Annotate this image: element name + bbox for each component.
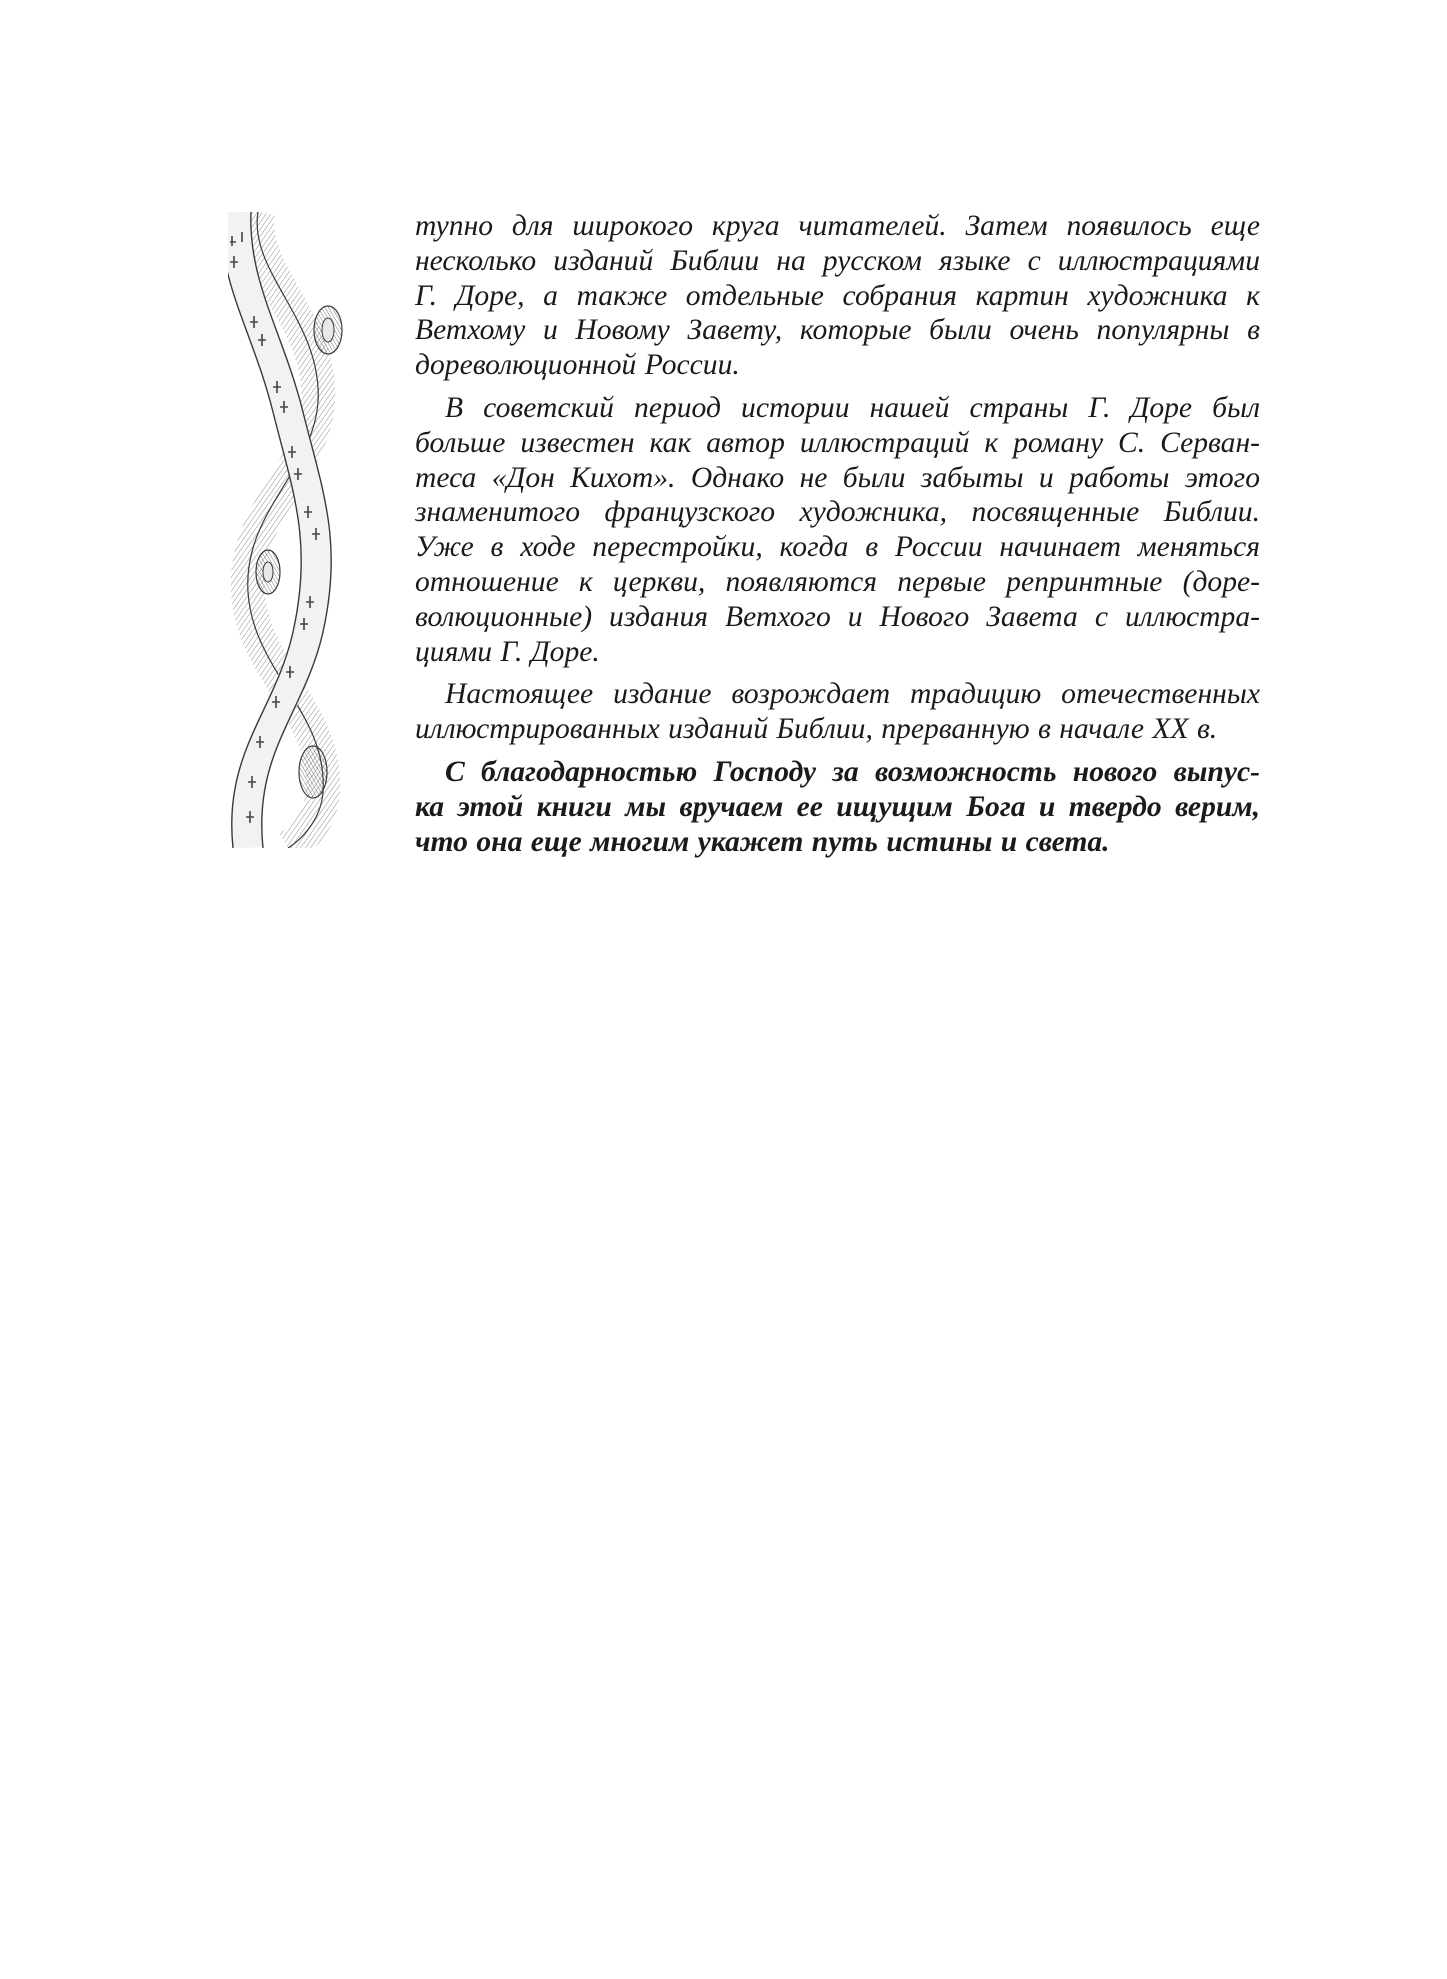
paragraph-3 bbox=[415, 677, 1260, 747]
text-line: иллюстрированных изданий Библии, прерванную в начале XX в. bbox=[415, 713, 1218, 746]
body-text bbox=[415, 209, 1260, 867]
text-line: С благодарностью Господу за возможность нового выпус- bbox=[445, 755, 1260, 788]
paragraph-2 bbox=[415, 391, 1260, 669]
text-line: знаменитого французского художника, посвященные Библии. bbox=[415, 496, 1260, 529]
text-line: отношение к церкви, появляются первые репринтные (доре- bbox=[415, 565, 1260, 598]
text-line: больше известен как автор иллюстраций к роману С. Серван- bbox=[415, 426, 1260, 459]
text-line: Уже в ходе перестройки, когда в России начинает меняться bbox=[415, 531, 1260, 564]
text-line: что она еще многим укажет путь истины и света. bbox=[415, 825, 1110, 858]
text-line: Ветхому и Новому Завету, которые были очень популярны в bbox=[415, 314, 1260, 347]
paragraph-4-closing bbox=[415, 755, 1260, 859]
paragraph-1 bbox=[415, 209, 1260, 383]
text-line: тупно для широкого круга читателей. Затем появилось еще bbox=[415, 210, 1260, 242]
text-line: дореволюционной России. bbox=[415, 349, 740, 382]
text-line: несколько изданий Библии на русском языке с иллюстрациями bbox=[415, 244, 1260, 277]
text-line: Г. Доре, а также отдельные собрания картин художника к bbox=[415, 279, 1260, 312]
text-line: Настоящее издание возрождает традицию отечественных bbox=[445, 678, 1260, 711]
twisted-ribbon-scroll-icon bbox=[228, 212, 346, 848]
text-line: В советский период истории нашей страны Г. Доре был bbox=[445, 391, 1260, 424]
text-line: ка этой книги мы вручаем ее ищущим Бога и твердо верим, bbox=[415, 790, 1260, 823]
text-line: теса «Дон Кихот». Однако не были забыты и работы этого bbox=[415, 461, 1260, 494]
text-line: волюционные) издания Ветхого и Нового Завета с иллюстра- bbox=[415, 600, 1260, 633]
text-line: циями Г. Доре. bbox=[415, 635, 600, 668]
